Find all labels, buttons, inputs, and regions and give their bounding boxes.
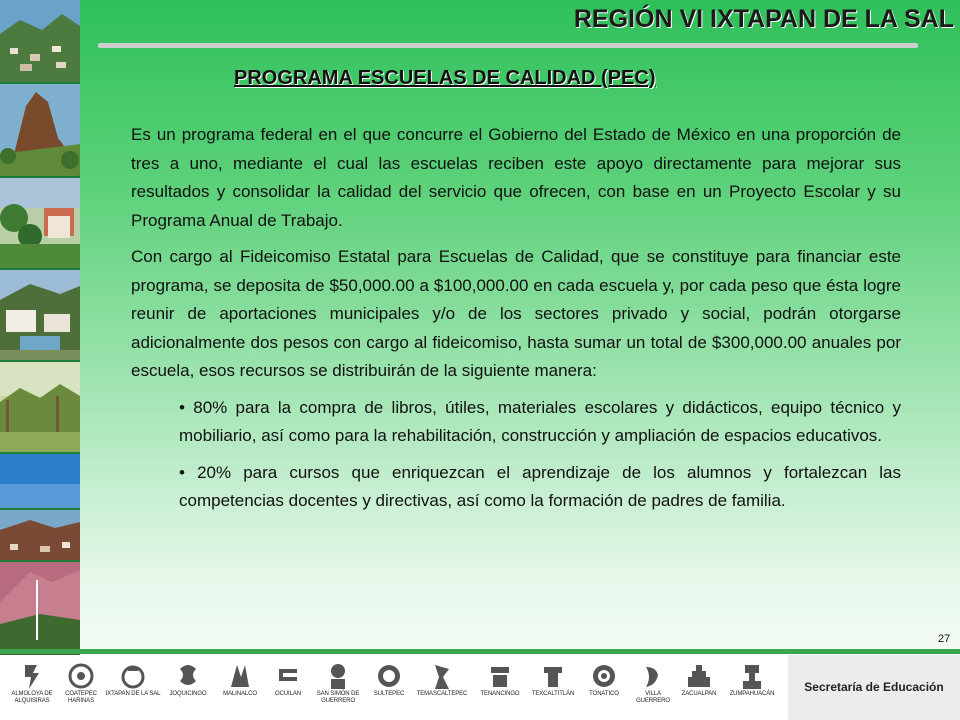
municipality-coatepec: COATEPEC HARINAS <box>58 655 104 720</box>
malinalco-glyph-icon <box>227 661 253 691</box>
municipality-sultepec: SULTEPEC <box>366 655 412 720</box>
municipality-ocuilan: OCUILAN <box>266 655 310 720</box>
paragraph-intro: Es un programa federal en el que concurre el Gobierno del Estado de México en una proporción de tres a uno, mediante el cual las escuelas reciben este apoyo directamente para mejorar sus resultados y consolidar la calidad del servicio que ofrecen, con base en un Proyecto Escolar y su Programa Anual de Trabajo. <box>131 125 901 230</box>
municipality-tenancingo: TENANCINGO <box>474 655 526 720</box>
zumpahuacan-glyph-icon <box>739 661 765 691</box>
tonatico-sun-icon <box>591 661 617 691</box>
joquicingo-glyph-icon <box>175 661 201 691</box>
municipality-san-simon: SAN SIMÓN DE GUERRERO <box>310 655 366 720</box>
header-rule <box>98 43 918 48</box>
blue-sky-photo <box>0 454 80 510</box>
tenancingo-glyph-icon <box>487 661 513 691</box>
municipality-malinalco: MALINALCO <box>214 655 266 720</box>
texcaltitlan-glyph-icon <box>540 661 566 691</box>
body-content <box>131 121 901 524</box>
municipality-zacualpan: ZACUALPAN <box>678 655 720 720</box>
municipality-texcaltitlan: TEXCALTITLÁN <box>526 655 580 720</box>
list-item: • 80% para la compra de libros, útiles, materiales escolares y didácticos, equipo técnico y mobiliario, así como para la rehabilitación, construcción y ampliación de espacios educativos. <box>179 397 901 445</box>
list-item: • 20% para cursos que enriquezcan el aprendizaje de los alumnos y fortalezcan las competencias docentes y directivas, así como la formación de padres de familia. <box>179 462 901 510</box>
ixtapan-glyph-icon <box>120 661 146 691</box>
distribution-list <box>179 394 901 516</box>
town-valley-photo <box>0 0 80 84</box>
municipality-ixtapan: IXTAPAN DE LA SAL <box>104 655 162 720</box>
municipality-tonatico: TONATICO <box>580 655 628 720</box>
hills-town-photo <box>0 510 80 562</box>
trees-lake-photo <box>0 362 80 454</box>
ocuilan-glyph-icon <box>275 661 301 691</box>
church-garden-photo <box>0 178 80 270</box>
rock-mountain-photo <box>0 84 80 178</box>
secretaria-label: Secretaría de Educación <box>788 655 960 720</box>
fountain-plaza-photo <box>0 270 80 362</box>
municipality-zumpahuacan: ZUMPAHUACÁN <box>720 655 784 720</box>
zacualpan-pyramid-icon <box>686 661 712 691</box>
temascaltepec-glyph-icon <box>429 661 455 691</box>
villa-guerrero-glyph-icon <box>640 661 666 691</box>
san-simon-glyph-icon <box>325 661 351 691</box>
page-title: PROGRAMA ESCUELAS DE CALIDAD (PEC) <box>234 67 656 89</box>
almoloya-glyph-icon <box>19 661 45 691</box>
municipality-temascaltepec: TEMASCALTEPEC <box>410 655 474 720</box>
municipalities-footer <box>0 655 960 720</box>
municipality-villa-guerrero: VILLA GUERRERO <box>628 655 678 720</box>
municipality-almoloya: ALMOLOYA DE ALQUISIRAS <box>4 655 60 720</box>
paragraph-funding: Con cargo al Fideicomiso Estatal para Escuelas de Calidad, que se constituye para financiar este programa, se deposita de $50,000.00 a $100,000.00 en cada escuela y, por cada peso que ésta logre reunir de aportaciones municipales y/o de los sectores privado y social, podrán otorgarse adicionalmente dos pesos con cargo al fideicomiso, hasta sumar un total de $300,000.00 anuales por escuela, esos recursos se distribuirán de la siguiente manera: <box>131 247 901 380</box>
sultepec-glyph-icon <box>376 661 402 691</box>
coatepec-glyph-icon <box>68 661 94 691</box>
photo-strip <box>0 0 80 655</box>
page-number: 27 <box>938 633 951 645</box>
footer-rule <box>0 649 960 654</box>
region-title: REGIÓN VI IXTAPAN DE LA SAL <box>573 5 954 33</box>
municipality-joquicingo: JOQUICINGO <box>162 655 214 720</box>
pink-mountain-photo <box>0 562 80 655</box>
